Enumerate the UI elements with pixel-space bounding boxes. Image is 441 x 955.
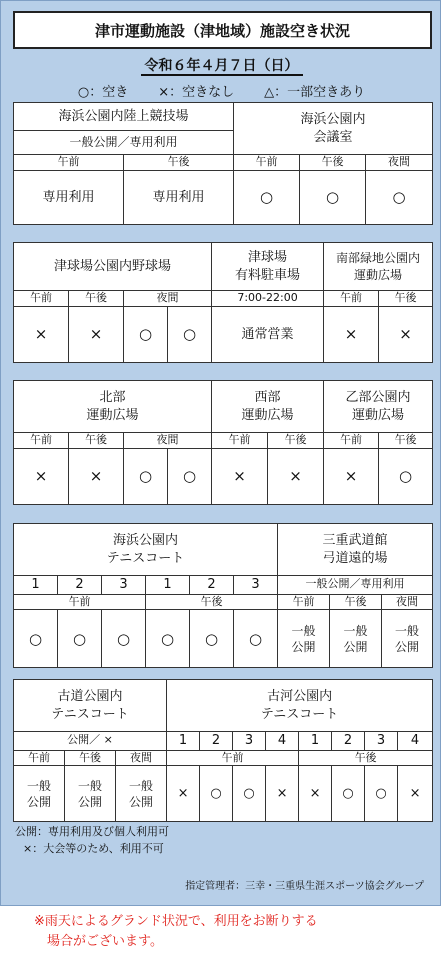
court-number: 1	[299, 732, 332, 751]
status-cell: ×	[167, 766, 200, 822]
header-night: 夜間	[124, 291, 212, 307]
header-pm: 午後	[69, 291, 124, 307]
header-pm: 午後	[379, 433, 433, 449]
status-cell: ○	[200, 766, 233, 822]
status-cell: ×	[268, 448, 324, 504]
header-am: 午前	[324, 433, 379, 449]
header-am: 午前	[14, 155, 124, 171]
status-cell: ○	[124, 306, 168, 362]
status-cell: 一般 公開	[116, 766, 167, 822]
report-date: 令和６年４月７日（日）	[1, 55, 441, 75]
parking-hours: 7:00-22:00	[212, 291, 324, 307]
court-number: 1	[146, 576, 190, 595]
header-pm: 午後	[65, 750, 116, 766]
header-pm: 午後	[379, 291, 433, 307]
status-cell: 専用利用	[124, 170, 234, 224]
status-cell: 一般 公開	[14, 766, 65, 822]
status-cell: ○	[332, 766, 365, 822]
court-number: 4	[398, 732, 433, 751]
status-cell: ○	[14, 610, 58, 668]
court-number: 3	[234, 576, 278, 595]
status-cell: ×	[266, 766, 299, 822]
court-number: 4	[266, 732, 299, 751]
usage-type: 一般公開／専用利用	[278, 576, 433, 595]
status-cell: ○	[124, 448, 168, 504]
facility-name: 海浜公園内 会議室	[234, 103, 433, 155]
status-cell: ×	[398, 766, 433, 822]
facility-table-4	[13, 523, 433, 668]
facility-name: 三重武道館 弓道遠的場	[278, 524, 433, 576]
court-number: 2	[58, 576, 102, 595]
header-pm: 午後	[330, 594, 382, 610]
court-number: 1	[14, 576, 58, 595]
court-number: 2	[332, 732, 365, 751]
usage-type: 公開／ ×	[14, 732, 167, 751]
header-am: 午前	[324, 291, 379, 307]
header-pm: 午後	[124, 155, 234, 171]
status-cell: ×	[299, 766, 332, 822]
status-cell: ○	[379, 448, 433, 504]
facility-name: 古道公園内 テニスコート	[14, 680, 167, 732]
facility-name: 北部 運動広場	[14, 381, 212, 433]
facility-name: 海浜公園内 テニスコート	[14, 524, 278, 576]
status-cell: ×	[69, 306, 124, 362]
status-cell: 一般 公開	[65, 766, 116, 822]
header-night: 夜間	[382, 594, 433, 610]
header-pm: 午後	[299, 750, 433, 766]
status-cell: ○	[168, 306, 212, 362]
status-cell: ×	[324, 448, 379, 504]
status-cell: ×	[212, 448, 268, 504]
facility-table-5	[13, 679, 433, 822]
status-cell: 専用利用	[14, 170, 124, 224]
note-line: ×：大会等のため、利用不可	[23, 842, 164, 855]
facility-table-3	[13, 380, 433, 505]
status-cell: ○	[58, 610, 102, 668]
facility-name: 南部緑地公園内 運動広場	[324, 243, 433, 291]
status-cell: ○	[234, 170, 300, 224]
court-number: 1	[167, 732, 200, 751]
facility-table-2	[13, 242, 433, 363]
header-night: 夜間	[124, 433, 212, 449]
status-cell: ×	[379, 306, 433, 362]
status-cell: ×	[14, 306, 69, 362]
legend	[1, 81, 441, 100]
status-cell: ○	[234, 610, 278, 668]
legend-closed: ×：空きなし	[158, 85, 235, 100]
facility-name: 海浜公園内陸上競技場	[14, 103, 234, 131]
header-am: 午前	[14, 750, 65, 766]
header-am: 午前	[167, 750, 299, 766]
court-number: 2	[200, 732, 233, 751]
parking-status: 通常営業	[212, 306, 324, 362]
facility-name: 乙部公園内 運動広場	[324, 381, 433, 433]
legend-open: ○：空き	[77, 85, 129, 100]
facility-table-1	[13, 102, 433, 225]
page-title: 津市運動施設（津地域）施設空き状況	[13, 11, 432, 49]
facility-name: 西部 運動広場	[212, 381, 324, 433]
note-line: 公開：専用利用及び個人利用可	[15, 825, 169, 838]
header-am: 午前	[234, 155, 300, 171]
status-cell: ×	[324, 306, 379, 362]
header-pm: 午後	[69, 433, 124, 449]
usage-type: 一般公開／専用利用	[14, 131, 234, 155]
facility-name: 津球場 有料駐車場	[212, 243, 324, 291]
status-cell: ○	[300, 170, 366, 224]
header-pm: 午後	[268, 433, 324, 449]
status-cell: ×	[14, 448, 69, 504]
header-am: 午前	[278, 594, 330, 610]
notes	[15, 823, 169, 857]
header-am: 午前	[14, 433, 69, 449]
status-cell: 一般 公開	[382, 610, 433, 668]
header-night: 夜間	[116, 750, 167, 766]
rain-notice: ※雨天によるグランド状況で、利用をお断りする 場合がございます。	[34, 914, 318, 949]
status-cell: ○	[102, 610, 146, 668]
status-cell: ○	[365, 766, 398, 822]
status-cell: ○	[168, 448, 212, 504]
status-cell: ○	[190, 610, 234, 668]
manager-credit: 指定管理者：三幸・三重県生涯スポーツ協会グループ	[185, 881, 424, 892]
court-number: 3	[102, 576, 146, 595]
facility-name: 津球場公園内野球場	[14, 243, 212, 291]
legend-partial: △：一部空きあり	[264, 85, 366, 100]
status-cell: 一般 公開	[330, 610, 382, 668]
status-cell: ×	[69, 448, 124, 504]
header-am: 午前	[14, 594, 146, 610]
header-am: 午前	[212, 433, 268, 449]
header-pm: 午後	[300, 155, 366, 171]
facility-name: 古河公園内 テニスコート	[167, 680, 433, 732]
header-pm: 午後	[146, 594, 278, 610]
court-number: 2	[190, 576, 234, 595]
status-cell: ○	[146, 610, 190, 668]
court-number: 3	[233, 732, 266, 751]
header-am: 午前	[14, 291, 69, 307]
court-number: 3	[365, 732, 398, 751]
status-cell: ○	[233, 766, 266, 822]
status-cell: ○	[366, 170, 433, 224]
status-cell: 一般 公開	[278, 610, 330, 668]
header-night: 夜間	[366, 155, 433, 171]
